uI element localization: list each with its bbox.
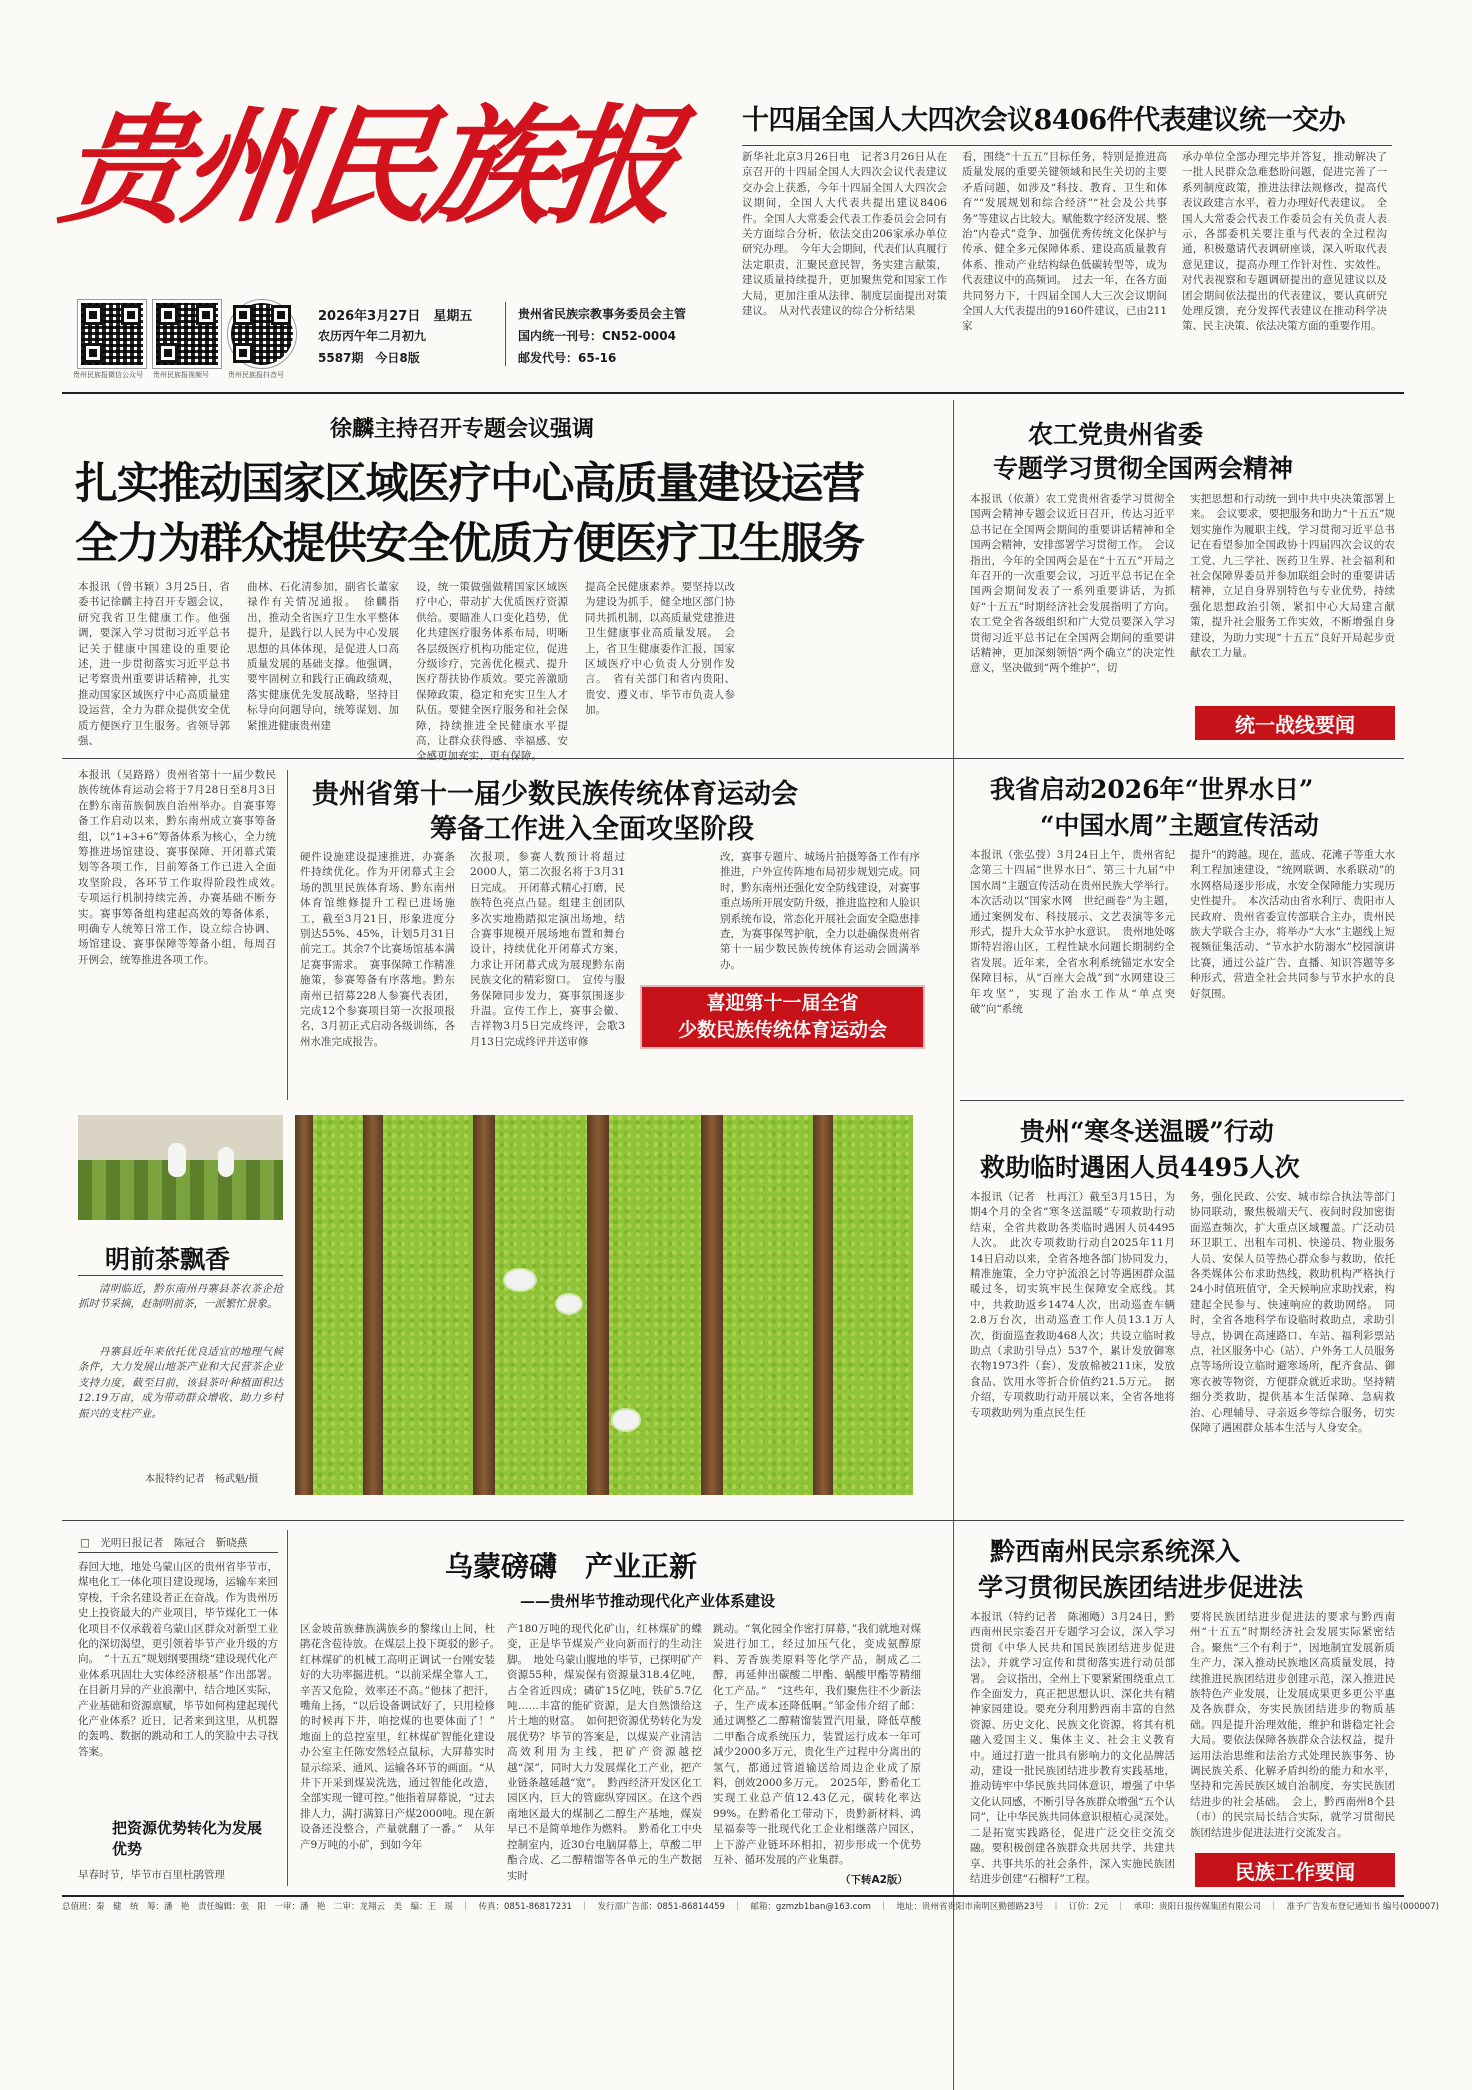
banner-games-line2: 少数民族传统体育运动会 [677, 1019, 887, 1041]
right1-headline-1[interactable]: 农工党贵州省委 [1028, 420, 1204, 449]
water-headline-1[interactable]: 我省启动2026年“世界水日” [990, 775, 1314, 804]
wumeng-subhead: ——贵州毕节推动现代化产业体系建设 [520, 1592, 776, 1610]
wumeng-continued[interactable]: （下转A2版） [840, 1874, 908, 1886]
qr-caption: 贵州民族报微信公众号 [73, 371, 143, 379]
issue-date: 2026年3月27日 星期五 [318, 309, 473, 324]
games-col1: 本报讯（吴路路）贵州省第十一届少数民族传统体育运动会将于7月28日至8月3日在黔东南苗族侗族自治州举办。自赛事筹备工作启动以来，黔东南州成立赛事筹备组，以“1+3+6”筹备体系为核心，全力统筹推进场馆建设、赛事保障、开闭幕式策划等各项工作，目前筹备工作已进入全面攻坚阶段，各环节工作取得阶段性成效。 专项运行机制持续完善，办赛基础不断夯实。赛事筹备组构建起高效的筹备体系，明确专人统筹日常工作，设立综合协调、场馆建设、赛事保障等筹备小组，每周召开例会，统筹推进各项工作。 [78, 769, 287, 966]
banner-united-front[interactable]: 统一战线要闻 [1195, 706, 1395, 740]
tea-title: 明前茶飘香 [105, 1245, 231, 1274]
wumeng-byline: □ 光明日报记者 陈冠合 靳晓燕 [80, 1537, 248, 1549]
top-story-col1: 新华社北京3月26日电 记者3月26日从在京召开的十四届全国人大四次会议代表建议交办会上获悉，今年十四届全国人大四次会议期间，全国人大代表共提出建议8406件。全国人大常委会代表工作委员会会同有关方面综合分析，依法交由206家承办单位研究办理。 今年大会期间，代表们认真履行法定职责，汇聚民意民智，务实建言献策，建议质量持续提升，更加聚焦党和国家工作大局，更加注重从法律、制度层面提出对策建议。 从对代表建议的综合分析结果 [742, 151, 947, 318]
wumeng-headline[interactable]: 乌蒙磅礴 产业正新 [445, 1550, 698, 1583]
wumeng-subheading: 把资源优势转化为发展优势 [112, 1819, 263, 1858]
water-col2: 提升”的跨越。现在，蓝成、花滩子等重大水利工程加速建设，“统网联调、水系联动”的水网格局逐步形成，水安全保障能力实现历史性提升。 本次活动由省水利厅、贵阳市人民政府、贵州省委宣传部联合主办，贵州民族大学联合主办，将举办“大水”主题线上短视频征集活动、“节水护水防溺水”校园演讲比赛，通过公益广告、直播、知识答题等多种形式，营造全社会共同参与节水护水的良好氛围。 [1190, 849, 1395, 1000]
winter-headline-2[interactable]: 救助临时遇困人员4495人次 [980, 1153, 1300, 1182]
top-story-headline[interactable]: 十四届全国人大四次会议8406件代表建议统一交办 [742, 105, 1346, 136]
issue-number: 5587期 今日8版 [318, 351, 420, 365]
winter-col1: 本报讯（记者 杜再江）截至3月15日，为期4个月的全省“寒冬送温暖”专项救助行动结束，全省共救助各类临时遇困人员4495人次。 此次专项救助行动自2025年11月14日启动以来，全省各地各部门协同发力，精准施策，全力守护流浪乞讨等遇困群众温暖过冬，切实筑牢民生保障安全底线。其中，共救助返乡1474人次，出动巡查车辆2.8万台次，出动巡查工作人员13.1万人次，街面巡查救助468人次；共设立临时救助点（求助引导点）537个，累计发放御寒衣物1973件（套）、发放棉被211床，发放食品、饮用水等折合价值约21.5万元。 据介绍，专项救助行动开展以来，全省各地将专项救助列为重点民生任 [970, 1191, 1175, 1419]
right1-headline-2[interactable]: 专题学习贯彻全国两会精神 [993, 454, 1294, 483]
right1-col2: 实把思想和行动统一到中共中央决策部署上来。 会议要求，要把服务和助力“十五五”规划实施作为履职主线，学习贯彻习近平总书记在看望参加全国政协十四届四次会议的农工党、九三学社、医药卫生界、社会福利和社会保障界委员并参加联组会时的重要讲话精神，立足自身界别特色与专业优势，持续强化思想政治引领，紧扣中心大局建言献策，提升社会服务工作实效，不断增强自身建设，为助力实现“十五五”良好开局起步贡献农工力量。 [1190, 493, 1395, 660]
water-headline-2[interactable]: “中国水周”主题宣传活动 [1040, 811, 1319, 840]
footer-staff-line: 总值班：秦 健 统 筹：潘 艳 责任编辑：张 阳 一审：潘 艳 二审：龙翔云 美 编：王 瑶 ｜ 传真：0851-86817231 ｜ 发行部广告部：0851-86814459 ｜ 邮箱：gzmzb1ban@163.com ｜ 地址：贵州省贵阳市南明区勤德路23号 ｜ 订价：2元 ｜ 承印：贵阳日报传媒集团有限公司 ｜ 准予广告发布登记通知书 编号(000007) [62, 1902, 1439, 1912]
games-col2: 硬件设施建设提速推进，办赛条件持续优化。作为开闭幕式主会场的凯里民族体育场、黔东南州体育馆维修提升工程已进场施工，截至3月21日，形象进度分别达55%、45%，计划5月31日前完工。其余7个比赛场馆基本满足赛事需求。 赛事保障工作精准施策，参赛筹备有序落地。黔东南州已招募228人参赛代表团，完成12个参赛项目第一次报项报名，3月初正式启动各级训练，各州水准完成报告。 [300, 851, 455, 1048]
tea-factory-photo[interactable] [78, 1115, 283, 1220]
wumeng-sub-text: 早春时节，毕节市百里杜鹃管理 [78, 1869, 225, 1881]
lead-col4: 提高全民健康素养。要坚持以改为建设为抓手，健全地区部门协同共抓机制，以高质量党建推进卫生健康事业高质量发展。 会上，省卫生健康委作汇报，国家区域医疗中心负责人分别作发言。 省有关部门和省内贵阳、贵安、遵义市、毕节市负责人参加。 [585, 581, 735, 717]
qianxinan-col2: 要将民族团结进步促进法的要求与黔西南州“十五五”时期经济社会发展实际紧密结合。聚焦“三个有利于”，因地制宜发展新质生产力，深入推动民族地区高质量发展，持续推进民族团结进步创建示范，深入推进民族特色产业发展，让发展成果更多更公平惠及各族群众，夯实民族团结进步的物质基础。四是提升治理效能，维护和谐稳定社会大局。要依法保障各族群众合法权益，提升运用法治思维和法治方式处理民族事务、协调民族关系、化解矛盾纠纷的能力和水平，坚持和完善民族区域自治制度，夯实民族团结进步的社会基础。 会上，黔西南州8个县（市）的民宗局长结合实际，就学习贯彻民族团结进步促进法进行交流发言。 [1190, 1611, 1395, 1839]
tea-caption-1: 清明临近，黔东南州丹寨县茶农茶企抢抓时节采摘，赶制明前茶，一派繁忙景象。 [78, 1283, 283, 1311]
lead-col3: 设，统一策做强做精国家区域医疗中心，带动扩大优质医疗资源供给。要瞄准人口变化趋势，优化共建医疗服务体系布局，明晰各层级医疗机构功能定位，促进分级诊疗，完善优化模式、提升医疗帮扶协作质效。要完善激励保障政策，稳定和充实卫生人才队伍。要健全医疗服务和社会保障，持续推进全民健康水平提高，让群众获得感、幸福感、安全感更加充实、更有保障。 [416, 581, 568, 763]
right1-col1: 本报讯（依萧）农工党贵州省委学习贯彻全国两会精神专题会议近日召开，传达习近平总书记在全国两会期间的重要讲话精神和全国两会精神，安排部署学习贯彻工作。 会议指出，今年的全国两会是在“十五五”开局之年召开的一次重要会议，习近平总书记在全国两会期间发表了一系列重要讲话，为抓好“十五五”时期经济社会发展指明了方向。农工党全省各级组织和广大党员要深入学习贯彻习近平总书记在全国两会期间的重要讲话精神，更加深刻领悟“两个确立”的决定性意义，坚决做到“两个维护”，切 [970, 493, 1175, 675]
qr-caption: 贵州民族报抖音号 [228, 371, 284, 379]
lead-col2: 曲林、石化清参加，副省长董家禄作有关情况通报。 徐麟指出，推动全省医疗卫生水平整体提升，是践行以人民为中心发展思想的具体体现，是促进人口高质量发展的基础支撑。他强调，要牢固树立和践行正确政绩观，落实健康优先发展战略，坚持目标导向问题导向，统筹谋划、加紧推进健康贵州建 [247, 581, 399, 732]
winter-col2: 务，强化民政、公安、城市综合执法等部门协同联动，聚焦极端天气、夜间时段加密街面巡查频次，扩大重点区域覆盖。广泛动员环卫职工、出租车司机、快递员、物业服务人员、安保人员等热心群众参与救助，依托各类媒体公布求助热线，救助机构严格执行24小时值班值守，全天候响应求助找索，构建起全民参与、快速响应的救助网络。 同时，全省各地科学布设临时救助点，求助引导点，协调在高速路口、车站、福利彩票站点，社区服务中心（站）、户外务工人员服务点等场所设立临时避寒场所，配齐食品、御寒衣被等物资，方便群众就近求助。坚持精细分类救助，提供基本生活保障、急病救治、心理辅导、寻亲返乡等综合服务，切实保障了遇困群众基本生活与人身安全。 [1190, 1191, 1395, 1435]
issue-lunar: 农历丙午年二月初九 [318, 329, 427, 343]
banner-games-line1: 喜迎第十一届全省 [706, 992, 859, 1014]
games-col4: 改，赛事专题片、城场片拍摄筹备工作有序推进，户外宣传阵地布局初步规划完成。同时，黔东南州还强化安全防线建设，对赛事重点场所开展安防升级，推进监控和人脸识别系统布设，常态化开展社会面安全隐患排查，为赛事保驾护航，全力以赴确保贵州省第十一届少数民族传统体育运动会圆满举办。 [720, 851, 920, 971]
qianxinan-headline-1[interactable]: 黔西南州民宗系统深入 [990, 1537, 1241, 1566]
lead-kicker: 徐麟主持召开专题会议强调 [330, 416, 595, 442]
wumeng-col3: 跳动。“氧化园全作密打屏幕，”我们就地对煤炭进行加工，经过加压气化，变成氨醇原料、芳香族类原料等化学产品，制成乙二醇，再延伸出碳酸二甲酯、蜗酸甲酯等精细化工产品。” “这些年，我们聚焦往不少新法子，生产成本还降低啊。”邹金伟介绍了邮：通过调整乙二醇精馏装置汽用量，降低草酸二甲酯合成系统压力，装置运行成本一年可减少2000多万元，贵化生产过程中分离出的氢气，都通过管道输送给周边企业成了原料，创效2000多万元。 2025年，黔希化工实现工业总产值12.43亿元，碳转化率达99%。在黔希化工带动下，贵黔新材料、鸿星福泰等一批现代化工企业相继落户园区，上下游产业链环环相扣，初步形成一个优势互补、循环发展的产业集群。 [713, 1623, 921, 1867]
issue-cn: 国内统一刊号：CN52-0004 [518, 329, 676, 343]
wumeng-col0: 春回大地，地处乌蒙山区的贵州省毕节市，煤电化工一体化项目建设现场，运输车来回穿梭，千余名建设者正在奋战。作为贵州历史上投资最大的产业项目，毕节煤化工一体化项目不仅承载着乌蒙山区群众对新型工业化的深切渴望，更引领着毕节产业升级的方向。 “十五五”规划纲要围绕“建设现代化产业体系巩固壮大实体经济根基”作出部署。在目新月异的产业浪潮中，结合地区实际，产业基础和资源禀赋，毕节如何构建起现代化产业体系？近日，记者来到这里，从机器的轰鸣、数据的跳动和工人的笑脸中去寻找答案。 [78, 1561, 278, 1758]
qr-caption: 贵州民族报视频号 [153, 371, 209, 379]
top-story-col2: 看，围绕“十五五”目标任务，特别是推进高质量发展的重要关键领域和民生关切的主要矛盾问题，如涉及“科技、教育、卫生和体育”“发展规划和综合经济”“社会及公共事务”等建议占比较大。赋能数字经济发展、整治“内卷式”竞争、加强优秀传统文化保护与传承、健全多元保障体系、建设高质量教育体系、推动产业结构绿色低碳转型等，成为代表建议中的高频词。 过去一年，在各方面共同努力下，十四届全国人大三次会议期间全国人大代表提出的9160件建议，已由211家 [962, 151, 1167, 333]
winter-headline-1[interactable]: 贵州“寒冬送温暖”行动 [1020, 1117, 1274, 1146]
games-col3: 次报项，参赛人数预计将超过2000人，第二次报名将于3月31日完成。 开闭幕式精心打磨，民族特色亮点凸显。组建主创团队多次实地勘踏拟定演出场地，结合赛事规模开展场地布置和舞台设计，持续优化开闭幕式方案，力求让开闭幕式成为展现黔东南民族文化的精彩窗口。 宣传与服务保障同步发力，赛事氛围逐步升温。宣传工作上，赛事会徽、吉祥物3月5日完成终评，会歌3月13日完成终评并送审修 [470, 851, 625, 1048]
games-headline-1[interactable]: 贵州省第十一届少数民族传统体育运动会 [312, 779, 798, 810]
qianxinan-headline-2[interactable]: 学习贯彻民族团结进步促进法 [978, 1573, 1304, 1602]
tea-caption-2: 丹寨县近年来依托优良适宜的地理气候条件，大力发展山地茶产业和大民营茶企业支持力度，截至目前，该县茶叶种植面积达12.19万亩，成为带动群众增收、助力乡村振兴的支柱产业。 [78, 1346, 283, 1420]
tea-plantation-photo[interactable] [295, 1115, 913, 1495]
masthead-logo: 贵州民族报 [51, 92, 683, 242]
tea-credit: 本报特约记者 杨武魁/摄 [145, 1474, 259, 1485]
games-headline-2[interactable]: 筹备工作进入全面攻坚阶段 [430, 814, 754, 845]
top-story-col3: 承办单位全部办理完毕并答复，推动解决了一批人民群众急难愁盼问题，促进完善了一系列制度政策，推进法律法规修改，提高代表议政建言水平，着力办理好代表建议。 全国人大常委会代表工作委员会有关负责人表示，各部委机关要注重与代表的全过程沟通，积极邀请代表调研座谈，深入听取代表意见建议，提高办理工作针对性、实效性。对代表视察和专题调研提出的意见建议以及团会期间依法提出的代表建议，要认真研究处理反馈，充分发挥代表建议在推动科学决策、民主决策、依法决策方面的重要作用。 [1182, 151, 1387, 333]
banner-games[interactable] [640, 985, 925, 1049]
wumeng-col1: 区金坡苗族彝族满族乡的黎缘山上间，杜鹃花含苞待放。在煤层上投下斑驳的影子。 红林煤矿的机械工高明正调试一台刚安装好的大功率掘进机。“以前采煤全靠人工，辛苦又危险，效率还不高。”他抹了把汗，嘴角上扬，“以后设备调试好了，只用检修的时候再下井，咱挖煤的也要体面了！” 地面上的总控室里，红林煤矿智能化建设办公室主任陈安然轻点鼠标，大屏幕实时显示综采、通风、运输各环节的画面。“从井下开采到煤炭洗选，通过智能化改造，全部实现一键可控。”他指着屏幕说，“过去排人力，满打满算日产煤2000吨。现在新设备还没整合，产量就翻了一番。” 从年产9万吨的小矿，到如今年 [300, 1623, 506, 1851]
banner-ethnic-work[interactable]: 民族工作要闻 [1195, 1853, 1395, 1887]
issue-post: 邮发代号：65-16 [518, 351, 617, 365]
water-col1: 本报讯（张弘弢）3月24日上午，贵州省纪念第三十四届“世界水日”、第三十九届“中国水周”主题宣传活动在贵州民族大学举行。本次活动以“国家水网 世纪画卷”为主题，通过案例发布、科技展示、文艺表演等多元形式，提升大众节水护水意识。 贵州地处喀斯特岩溶山区，工程性缺水问题长期制约全省发展。近年来，全省水利系统锚定水安全保障目标，从“百座大会战”到“水网建设三年攻坚”，实现了治水工作从“单点突破”向“系统 [970, 849, 1175, 1016]
lead-headline-1[interactable]: 扎实推动国家区域医疗中心高质量建设运营 [75, 459, 864, 509]
lead-col1: 本报讯（曾书颖）3月25日，省委书记徐麟主持召开专题会议，研究我省卫生健康工作。他强调，要深入学习贯彻习近平总书记关于健康中国建设的重要论述，进一步贯彻落实习近平总书记考察贵州重要讲话精神，扎实推动国家区域医疗中心高质量建设运营，全力为群众提供安全优质方便医疗卫生服务。省领导郭强、 [78, 581, 230, 748]
issue-sponsor: 贵州省民族宗教事务委员会主管 [518, 307, 687, 321]
lead-headline-2[interactable]: 全力为群众提供安全优质方便医疗卫生服务 [75, 519, 864, 569]
wumeng-col2: 产180万吨的现代化矿山，红林煤矿的蝶变，正是毕节煤炭产业向新而行的生动注脚。 地处乌蒙山腹地的毕节，已探明矿产资源55种，煤炭保有资源量318.4亿吨，占全省近四成；磷矿15亿吨，铁矿5.7亿吨……丰富的能矿资源，是大自然馈给这片土地的财富。 如何把资源优势转化为发展优势？毕节的答案是，以煤炭产业清洁高效利用为主线，把矿产资源越挖越“深”，同时大力发展煤化工产业，把产业链条越延越“宽”。 黔西经济开发区化工园区内，巨大的管廊纵穿园区。在这个西南地区最大的煤制乙二醇生产基地，煤炭早已不是简单地作为燃料。 黔希化工中央控制室内，近30台电脑屏幕上，草酸二甲酯合成、乙二醇精馏等各单元的生产数据实时 [507, 1623, 702, 1882]
qianxinan-col1: 本报讯（特约记者 陈湘飏）3月24日，黔西南州民宗委召开专题学习会议，深入学习贯彻《中华人民共和国民族团结进步促进法》，并就学习宣传和贯彻落实进行动员部署。 会议指出，全州上下要紧紧围绕重点工作全面发力，真正把思想认识、深化共有精神家园建设。要充分利用黔西南丰富的自然资源、历史文化、民族文化资源，将其有机融入爱国主义、集体主义、社会主义教育中。通过打造一批具有影响力的文化品牌活动，建设一批民族团结进步教育实践基地，推动铸牢中华民族共同体意识，增强了中华文化认同感，不断引导各族群众增强“五个认同”，让中华民族共同体意识根植心灵深处。二是拓宽实践路径，促进广泛交往交流交融。要积极创建各族群众共居共学、共建共享、共事共乐的社会条件，深入实施民族团结进步创建“石榴籽”工程。 [970, 1611, 1175, 1885]
